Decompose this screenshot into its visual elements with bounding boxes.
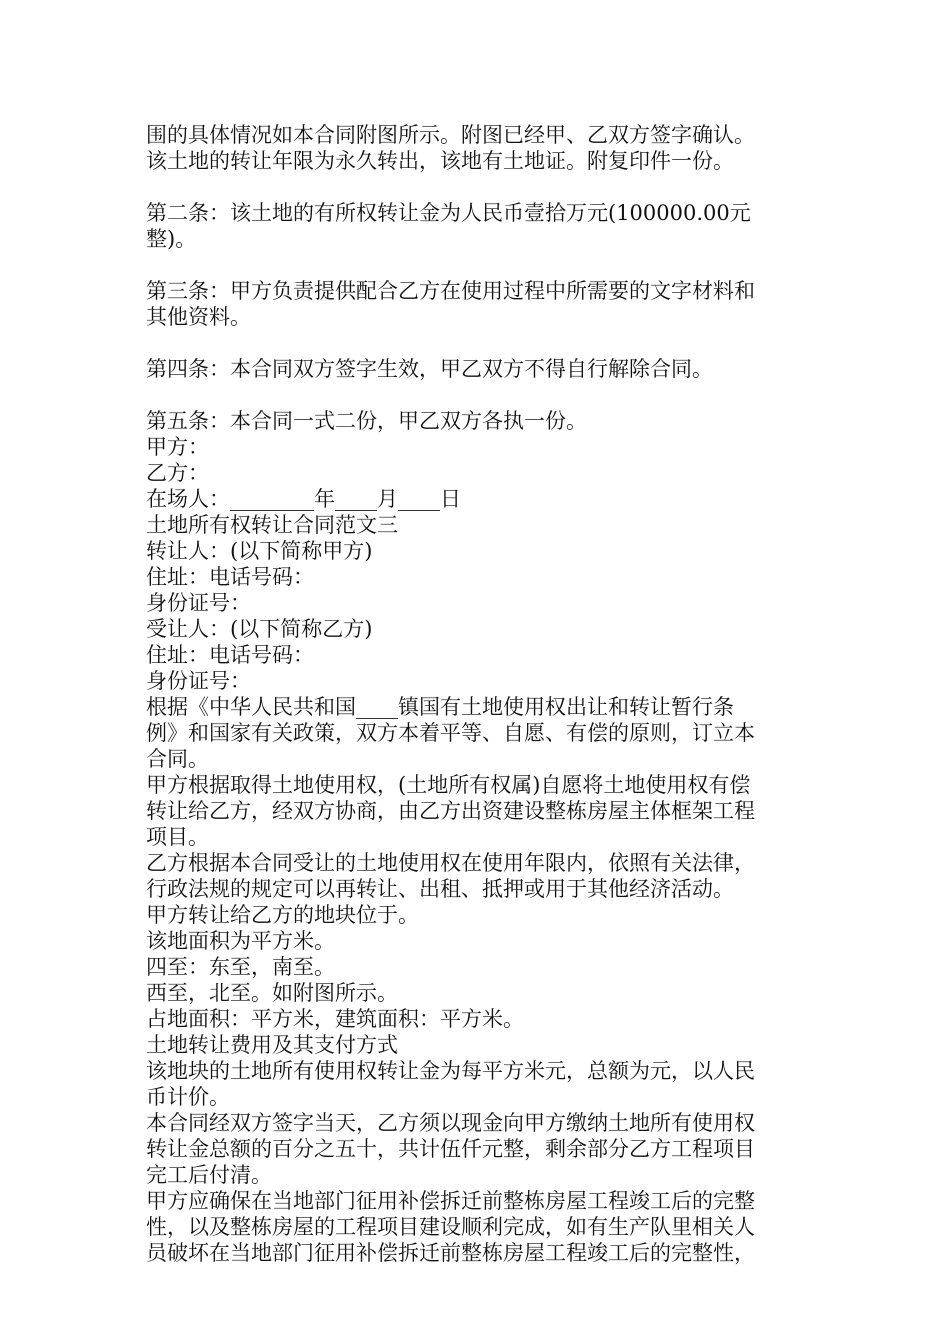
text-line: 第四条：本合同双方签字生效，甲乙双方不得自行解除合同。 [146, 357, 713, 381]
text-line: 项目。 [146, 825, 209, 849]
text-line: 占地面积：平方米，建筑面积：平方米。 [146, 1007, 524, 1031]
text-line: 转让金总额的百分之五十，共计伍仟元整，剩余部分乙方工程项目 [146, 1137, 755, 1161]
text-line: 住址：电话号码： [146, 643, 314, 667]
text-line: 甲方应确保在当地部门征用补偿拆迁前整栋房屋工程竣工后的完整 [146, 1189, 755, 1213]
text-line: 合同。 [146, 747, 209, 771]
text-line: 甲方根据取得土地使用权，(土地所有权属)自愿将土地使用权有偿 [146, 773, 751, 797]
text-line: 住址：电话号码： [146, 565, 314, 589]
text-line: 该土地的转让年限为永久转出，该地有土地证。附复印件一份。 [146, 149, 734, 173]
text-line: 在场人：________年____月____日 [146, 487, 461, 511]
text-line: 土地所有权转让合同范文三 [146, 513, 398, 537]
text-line: 该地块的土地所有使用权转让金为每平方米元，总额为元，以人民 [146, 1059, 755, 1083]
text-line: 身份证号： [146, 591, 251, 615]
text-line: 受让人：(以下简称乙方) [146, 617, 373, 641]
text-line: 币计价。 [146, 1085, 230, 1109]
text-line: 四至：东至，南至。 [146, 955, 335, 979]
text-line: 第五条：本合同一式二份，甲乙双方各执一份。 [146, 409, 587, 433]
blank-line [146, 382, 816, 408]
text-line: 例》和国家有关政策，双方本着平等、自愿、有偿的原则，订立本 [146, 721, 755, 745]
text-line: 该地面积为平方米。 [146, 929, 335, 953]
text-line: 甲方： [146, 435, 209, 459]
text-line: 完工后付清。 [146, 1163, 272, 1187]
text-line: 乙方： [146, 461, 209, 485]
text-line: 乙方根据本合同受让的土地使用权在使用年限内，依照有关法律， [146, 851, 755, 875]
text-line: 甲方转让给乙方的地块位于。 [146, 903, 419, 927]
blank-line [146, 330, 816, 356]
text-line: 第三条：甲方负责提供配合乙方在使用过程中所需要的文字材料和 [146, 279, 755, 303]
text-line: 身份证号： [146, 669, 251, 693]
blank-line [146, 174, 816, 200]
text-line: 员破坏在当地部门征用补偿拆迁前整栋房屋工程竣工后的完整性， [146, 1241, 755, 1265]
text-line: 转让给乙方，经双方协商，由乙方出资建设整栋房屋主体框架工程 [146, 799, 755, 823]
text-line: 根据《中华人民共和国____镇国有土地使用权出让和转让暂行条 [146, 695, 734, 719]
text-line: 转让人：(以下简称甲方) [146, 539, 373, 563]
text-line: 第二条：该土地的有所权转让金为人民币壹拾万元(100000.00元 [146, 201, 751, 225]
text-line: 本合同经双方签字当天，乙方须以现金向甲方缴纳土地所有使用权 [146, 1111, 755, 1135]
text-line: 围的具体情况如本合同附图所示。附图已经甲、乙双方签字确认。 [146, 123, 755, 147]
document-body [146, 122, 816, 1266]
text-line: 西至，北至。如附图所示。 [146, 981, 398, 1005]
text-line: 行政法规的规定可以再转让、出租、抵押或用于其他经济活动。 [146, 877, 734, 901]
text-line: 性，以及整栋房屋的工程项目建设顺利完成，如有生产队里相关人 [146, 1215, 755, 1239]
blank-line [146, 252, 816, 278]
text-line: 其他资料。 [146, 305, 251, 329]
text-line: 整)。 [146, 227, 197, 251]
text-line: 土地转让费用及其支付方式 [146, 1033, 398, 1057]
